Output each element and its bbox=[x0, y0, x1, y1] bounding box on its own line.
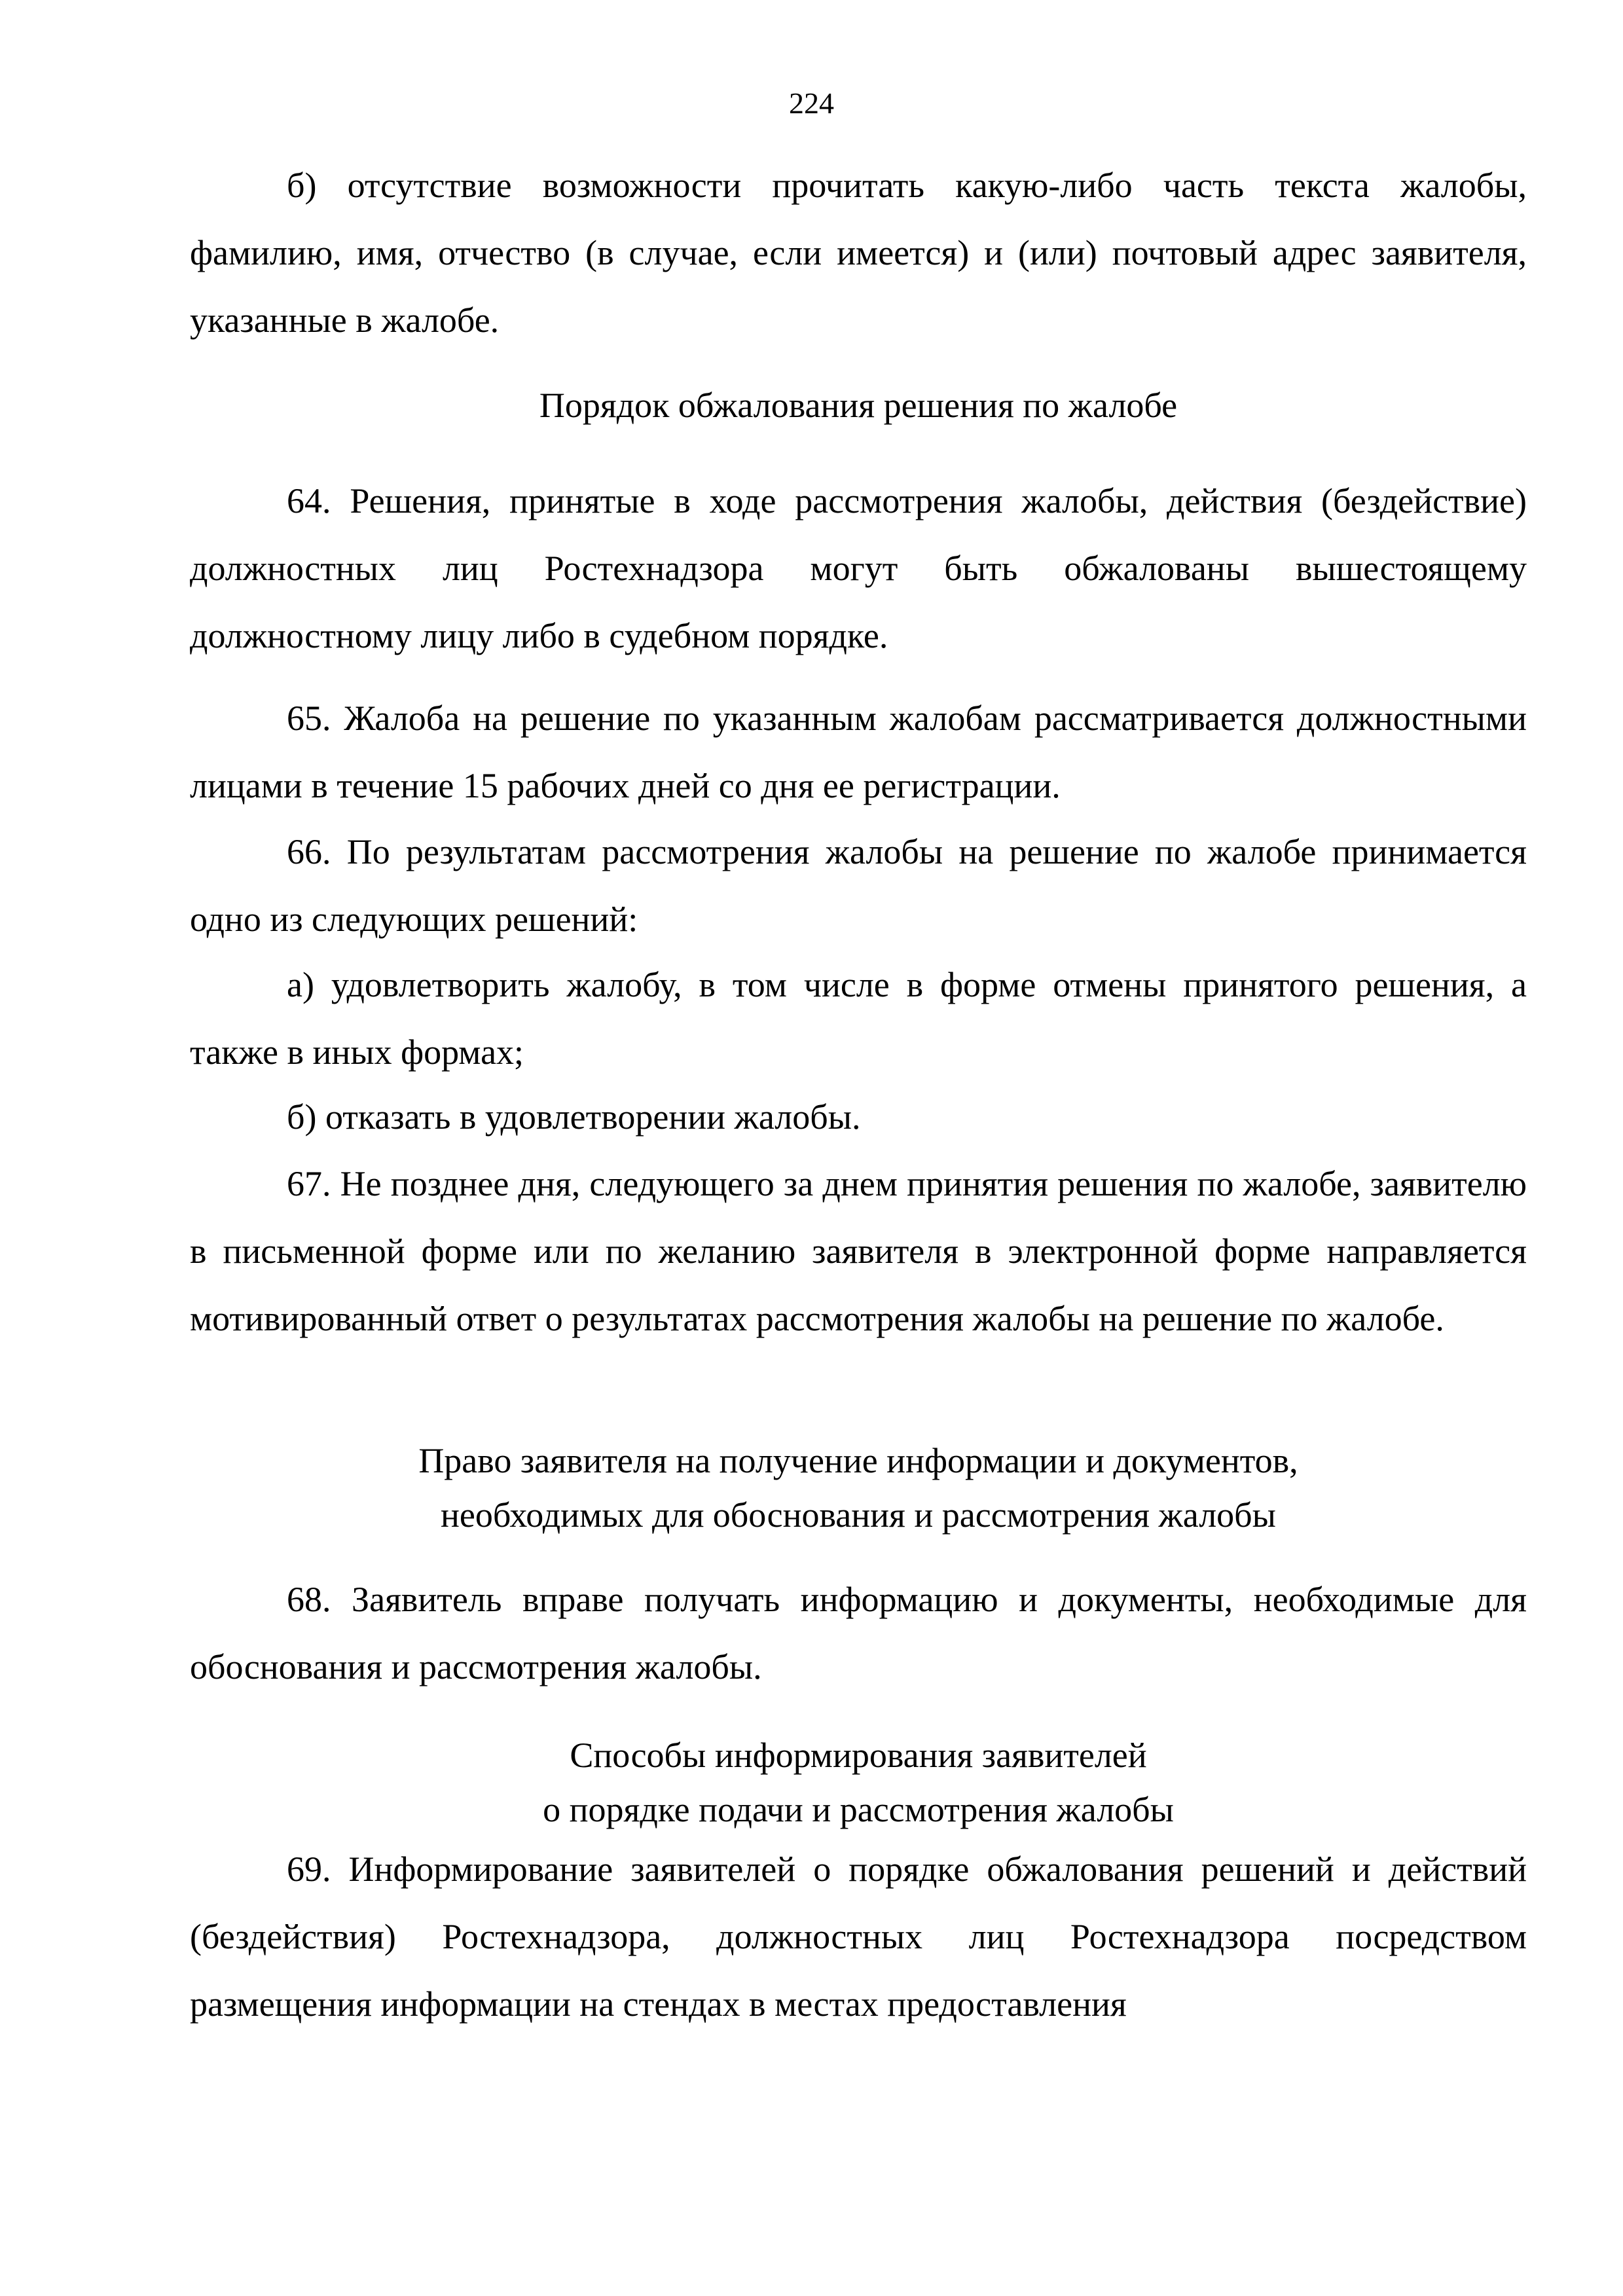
paragraph-65: 65. Жалоба на решение по указанным жалобам рассматривается должностными лицами в течение 15 рабочих дней со дня ее регистрации. bbox=[190, 699, 1527, 805]
heading-line: Способы информирования заявителей bbox=[570, 1736, 1147, 1775]
heading-line: необходимых для обоснования и рассмотрения жалобы bbox=[441, 1495, 1276, 1535]
section-heading-appeal-order bbox=[190, 378, 1527, 433]
paragraph-66: 66. По результатам рассмотрения жалобы на решение по жалобе принимается одно из следующих решений: bbox=[190, 832, 1527, 939]
paragraph-69: 69. Информирование заявителей о порядке обжалования решений и действий (бездействия) Ростехнадзора, должностных лиц Ростехнадзора посредством размещения информации на стендах в местах предоставления bbox=[190, 1850, 1527, 2024]
paragraph-64: 64. Решения, принятые в ходе рассмотрения жалобы, действия (бездействие) должностных лиц Ростехнадзора могут быть обжалованы вышестоящему должностному лицу либо в судебном порядке. bbox=[190, 481, 1527, 655]
paragraph-66b: б) отказать в удовлетворении жалобы. bbox=[287, 1097, 861, 1137]
section-heading-applicant-rights bbox=[190, 1434, 1527, 1542]
heading-line: Порядок обжалования решения по жалобе bbox=[539, 386, 1178, 425]
page-number: 224 bbox=[789, 86, 834, 120]
heading-line: Право заявителя на получение информации и документов, bbox=[418, 1441, 1298, 1480]
paragraph-68: 68. Заявитель вправе получать информацию и документы, необходимые для обоснования и рассмотрения жалобы. bbox=[190, 1580, 1527, 1686]
paragraph-63b-continued: б) отсутствие возможности прочитать какую-либо часть текста жалобы, фамилию, имя, отчество (в случае, если имеется) и (или) почтовый адрес заявителя, указанные в жалобе. bbox=[190, 166, 1527, 340]
heading-line: о порядке подачи и рассмотрения жалобы bbox=[543, 1790, 1174, 1829]
paragraph-66a: а) удовлетворить жалобу, в том числе в форме отмены принятого решения, а также в иных формах; bbox=[190, 965, 1527, 1072]
section-heading-informing-methods bbox=[190, 1728, 1527, 1837]
paragraph-67: 67. Не позднее дня, следующего за днем принятия решения по жалобе, заявителю в письменной форме или по желанию заявителя в электронной форме направляется мотивированный ответ о результатах рассмотрения жалобы на решение по жалобе. bbox=[190, 1164, 1527, 1338]
